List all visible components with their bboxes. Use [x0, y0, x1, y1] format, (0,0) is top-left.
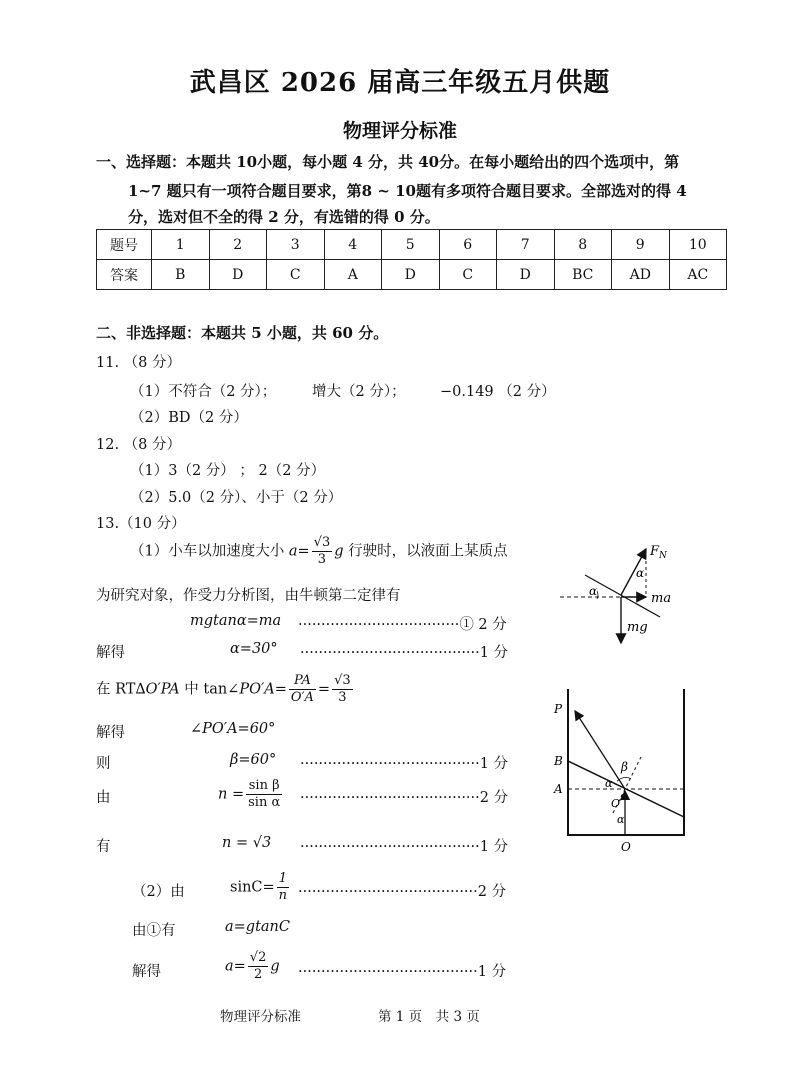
rt-angle: PO′A [239, 681, 275, 698]
page-subtitle: 物理评分标准 [342, 120, 457, 142]
q12-line1: （1）3（2 分） ； 2（2 分） [130, 463, 326, 479]
P-label: P [554, 702, 563, 716]
eq4-score: ·······································1 分 [300, 756, 509, 772]
table-cell: C [439, 260, 497, 290]
youref: 由①有 [132, 923, 176, 939]
eq3: ∠PO′A=60° [190, 721, 276, 737]
fraction-denominator: sin α [248, 795, 281, 810]
q11-line1a: （1）不符合（2 分）； [130, 384, 277, 400]
fraction-numerator: √3 [334, 673, 351, 688]
jiede1: 解得 [96, 645, 125, 661]
container-diagram [545, 685, 705, 855]
table-cell: 5 [382, 230, 440, 260]
fraction-sqrt3-over-3 [312, 535, 333, 568]
alpha-label-top: α [636, 566, 645, 580]
fraction-denominator: n [278, 888, 288, 903]
fraction-PA-over-OA [289, 673, 316, 706]
fraction-sinb-over-sina [246, 778, 282, 811]
fraction-numerator: sin β [246, 778, 282, 795]
rt-mid: 中 tan∠ [179, 681, 240, 698]
table-cell: 2 [209, 230, 267, 260]
fraction-denominator: 3 [317, 552, 327, 567]
fraction-numerator: 1 [277, 871, 289, 888]
table-cell: C [267, 260, 325, 290]
section1-line1: 一、选择题：本题共 10小题，每小题 4 分，共 40分。在每小题给出的四个选项中，第 [96, 153, 680, 171]
q13-label: 13.（10 分） [96, 516, 186, 532]
row-label-answer: 答案 [97, 260, 152, 290]
eq9-a: a= [225, 958, 246, 975]
fraction-sqrt2-over-2 [248, 950, 269, 983]
table-row-answers [97, 260, 727, 290]
fraction-denominator: 2 [253, 967, 263, 982]
table-cell: BC [554, 260, 612, 290]
eq4: β=60° [230, 752, 277, 768]
mg-label: mg [627, 620, 648, 635]
rt-eq: = [274, 681, 287, 698]
table-cell: 10 [669, 230, 727, 260]
q13-intro2: 为研究对象，作受力分析图，由牛顿第二定律有 [96, 588, 401, 604]
table-cell: 1 [152, 230, 210, 260]
q13-intro-eq: = [297, 543, 310, 560]
eq7-sinC: sinC= [230, 879, 275, 896]
q12-label: 12. （8 分） [96, 437, 182, 453]
eq5 [218, 778, 284, 811]
table-cell: D [497, 260, 555, 290]
footer-page: 第 1 页 共 3 页 [378, 1009, 480, 1025]
table-cell: 8 [554, 230, 612, 260]
q11-label: 11. （8 分） [96, 355, 182, 371]
fraction-denominator: 3 [338, 690, 347, 705]
eq1-score: ···································① 2 分 [298, 617, 507, 633]
rt-line [96, 673, 355, 706]
page-title: 武昌区 2026 届高三年级五月供题 [189, 68, 611, 98]
section1-line3: 分，选对但不全的得 2 分，有选错的得 0 分。 [128, 208, 440, 226]
row-label-number: 题号 [97, 230, 152, 260]
fraction-numerator: √2 [249, 950, 267, 965]
q12-line2: （2）5.0（2 分）、小于（2 分） [130, 490, 343, 506]
q13-intro [130, 535, 508, 568]
table-cell: 7 [497, 230, 555, 260]
eq2-score: ·······································1 分 [300, 645, 509, 661]
table-row-numbers [97, 230, 727, 260]
table-cell: 4 [324, 230, 382, 260]
alpha-label-a: α [605, 777, 613, 790]
eq6-score: ·······································1 分 [300, 839, 509, 855]
answer-table [96, 229, 727, 290]
fraction-numerator: √3 [313, 535, 331, 550]
table-cell: 9 [612, 230, 670, 260]
eq7 [230, 871, 291, 904]
table-cell: 3 [267, 230, 325, 260]
eq2: α=30° [230, 641, 278, 657]
eq5-score: ·······································2 分 [300, 790, 509, 806]
alpha-arc [597, 591, 598, 599]
fraction-1-over-n [277, 871, 289, 904]
jiede3: 解得 [132, 964, 161, 980]
q13-intro-post: 行驶时，以液面上某质点 [343, 543, 508, 560]
jiede2: 解得 [96, 725, 125, 741]
ze: 则 [96, 756, 111, 772]
table-cell: B [152, 260, 210, 290]
eq8: a=gtanC [225, 919, 290, 935]
eq9-g: g [270, 958, 280, 975]
section1-line2: 1~7 题只有一项符合题目要求，第8 ~ 10题有多项符合题目要求。全部选对的得 4 [128, 182, 687, 200]
you2: 有 [96, 839, 111, 855]
B-label: B [554, 754, 563, 768]
eq5-n: n = [218, 786, 245, 803]
fraction-numerator: PA [289, 673, 316, 690]
Oprime-label: O′ [611, 797, 623, 810]
eq1: mgtanα=ma [190, 613, 282, 629]
alpha-label-left: α [589, 584, 598, 598]
table-cell: D [382, 260, 440, 290]
table-cell: D [209, 260, 267, 290]
refracted-ray [575, 711, 625, 789]
table-cell: 6 [439, 230, 497, 260]
footer-name: 物理评分标准 [220, 1009, 301, 1025]
q13-intro-pre: （1）小车以加速度大小 [130, 543, 289, 560]
table-cell: AC [669, 260, 727, 290]
force-diagram [555, 535, 705, 655]
q13-intro-a: a [288, 543, 298, 560]
eq7-score: ·······································2 分 [298, 884, 507, 900]
eq6: n = √3 [222, 835, 272, 851]
rt-eq2: = [317, 681, 331, 698]
eq9-score: ·······································1 分 [298, 964, 507, 980]
eq9 [225, 950, 280, 983]
q13-intro-g: g [334, 543, 344, 560]
section2-heading: 二、非选择题：本题共 5 小题，共 60 分。 [96, 324, 389, 342]
ma-label: ma [651, 591, 672, 606]
table-cell: A [324, 260, 382, 290]
beta-label: β [621, 760, 628, 774]
fraction-sqrt3-over-3-b [332, 673, 353, 706]
q11-line1b: 增大（2 分）； [312, 384, 406, 400]
alpha-label-b: α [617, 813, 625, 826]
FN-label: $F_N$ [650, 544, 667, 561]
q11-line1c: −0.149 （2 分） [440, 384, 556, 400]
A-label: A [554, 782, 563, 796]
rt-triangle: O′PA [145, 681, 180, 698]
fraction-denominator: O′A [290, 690, 314, 705]
table-cell: AD [612, 260, 670, 290]
q11-line2: （2）BD（2 分） [130, 410, 248, 426]
p2-label: （2）由 [132, 884, 185, 900]
rt-pre: 在 RT∆ [96, 681, 146, 698]
O-label: O [621, 840, 631, 854]
you: 由 [96, 790, 111, 806]
